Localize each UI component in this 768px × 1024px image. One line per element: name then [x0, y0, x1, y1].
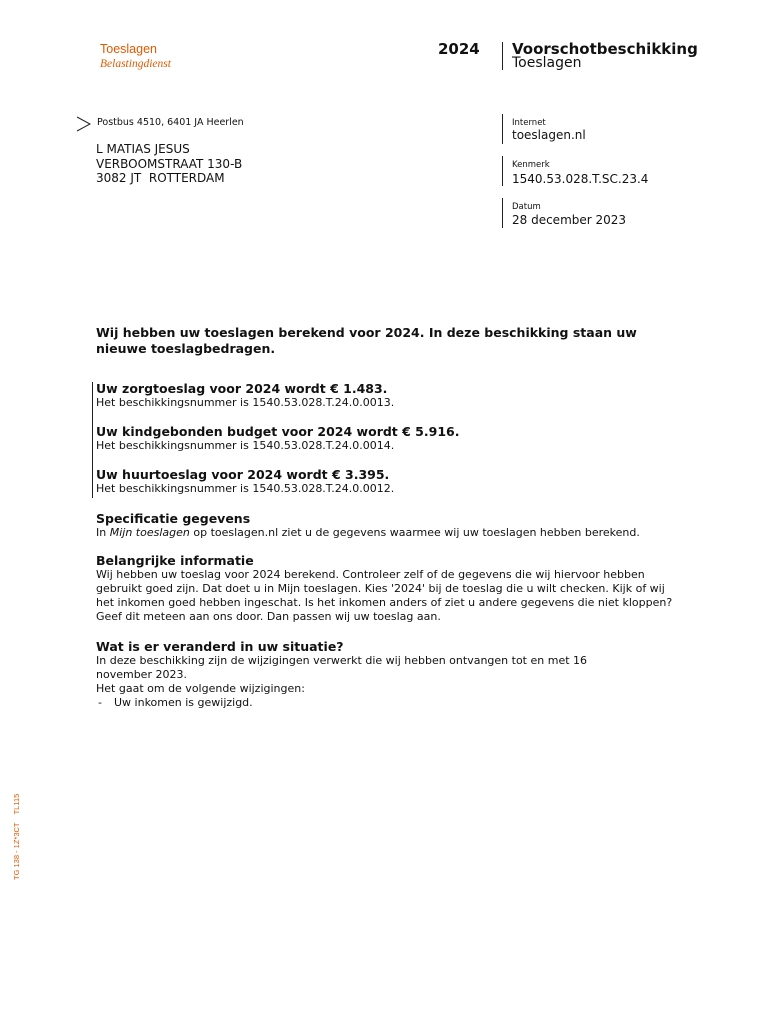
info-kenmerk [502, 156, 742, 186]
info-kenmerk-label: Kenmerk [512, 160, 550, 170]
addressee-block [96, 142, 242, 186]
amount-title: Uw huurtoeslag voor 2024 wordt € 3.395. [96, 467, 390, 482]
spec-prefix: In [96, 526, 110, 539]
spec-suffix: op toeslagen.nl ziet u de gegevens waarmee wij uw toeslagen hebben berekend. [189, 526, 640, 539]
section-text [96, 526, 706, 540]
info-divider [502, 114, 503, 144]
section-text: Wij hebben uw toeslag voor 2024 berekend. Controleer zelf of de gegevens die wij hiervoor hebben gebruikt goed zijn. Dat doet u in Mijn toeslagen. Kies '2024' bij de toeslag die u wilt checken. Kijk of wij het inkomen goed hebben ingeschat. Is het inkomen anders of ziet u andere gegevens die niet kloppen? Geef dit meteen aan ons door. Dan passen wij uw toeslag aan. [96, 568, 673, 623]
amount-huurtoeslag [96, 468, 706, 496]
amount-decision-number: Het beschikkingsnummer is 1540.53.028.T.24.0.0014. [96, 439, 395, 452]
section-wijzigingen [96, 639, 636, 710]
addressee-street: VERBOOMSTRAAT 130-B [96, 156, 243, 171]
section-heading: Wat is er veranderd in uw situatie? [96, 639, 344, 654]
document-subtitle: Toeslagen [512, 55, 582, 71]
info-kenmerk-value: 1540.53.028.T.SC.23.4 [512, 172, 649, 186]
section-specificatie [96, 511, 706, 540]
amount-title: Uw zorgtoeslag voor 2024 wordt € 1.483. [96, 381, 388, 396]
section-text: In deze beschikking zijn de wijzigingen verwerkt die wij hebben ontvangen tot en met 16 november 2023. [96, 654, 588, 681]
changes-intro: Het gaat om de volgende wijzigingen: [96, 682, 305, 695]
document-year: 2024 [438, 40, 480, 58]
list-dash: - [98, 696, 102, 709]
addressee-name: L MATIAS JESUS [96, 142, 190, 156]
lead-paragraph: Wij hebben uw toeslagen berekend voor 2024. In deze beschikking staan uw nieuwe toeslagbedragen. [96, 325, 637, 356]
return-address-arrow-icon [75, 115, 93, 133]
mijn-toeslagen-link[interactable]: Mijn toeslagen [109, 526, 190, 539]
amount-zorgtoeslag [96, 382, 706, 410]
amount-title: Uw kindgebonden budget voor 2024 wordt € 5.916. [96, 424, 460, 439]
amount-kindgebonden-budget [96, 425, 706, 453]
info-internet-label: Internet [512, 118, 546, 128]
info-datum [502, 198, 742, 228]
document-type: Voorschotbeschikking [512, 40, 698, 58]
addressee-city: 3082 JT ROTTERDAM [96, 171, 225, 185]
section-belangrijke-informatie [96, 553, 676, 624]
section-heading: Specificatie gegevens [96, 511, 251, 526]
info-internet [502, 114, 742, 144]
brand-logo-toeslagen: Toeslagen [100, 42, 157, 56]
list-item-text: Uw inkomen is gewijzigd. [114, 696, 253, 709]
amounts-divider [92, 382, 93, 498]
brand-logo-belastingdienst: Belastingdienst [100, 58, 171, 70]
section-heading: Belangrijke informatie [96, 553, 254, 568]
info-divider [502, 198, 503, 228]
list-item [96, 696, 636, 710]
info-internet-value[interactable]: toeslagen.nl [512, 128, 586, 142]
amount-decision-number: Het beschikkingsnummer is 1540.53.028.T.24.0.0012. [96, 482, 395, 495]
side-form-code: TG 138 - 1Z*3CT TL115 [12, 793, 21, 880]
return-address: Postbus 4510, 6401 JA Heerlen [97, 117, 244, 128]
info-divider [502, 156, 503, 186]
header-divider [502, 42, 503, 70]
info-datum-value: 28 december 2023 [512, 213, 627, 227]
info-datum-label: Datum [512, 202, 541, 212]
amount-decision-number: Het beschikkingsnummer is 1540.53.028.T.24.0.0013. [96, 396, 395, 409]
